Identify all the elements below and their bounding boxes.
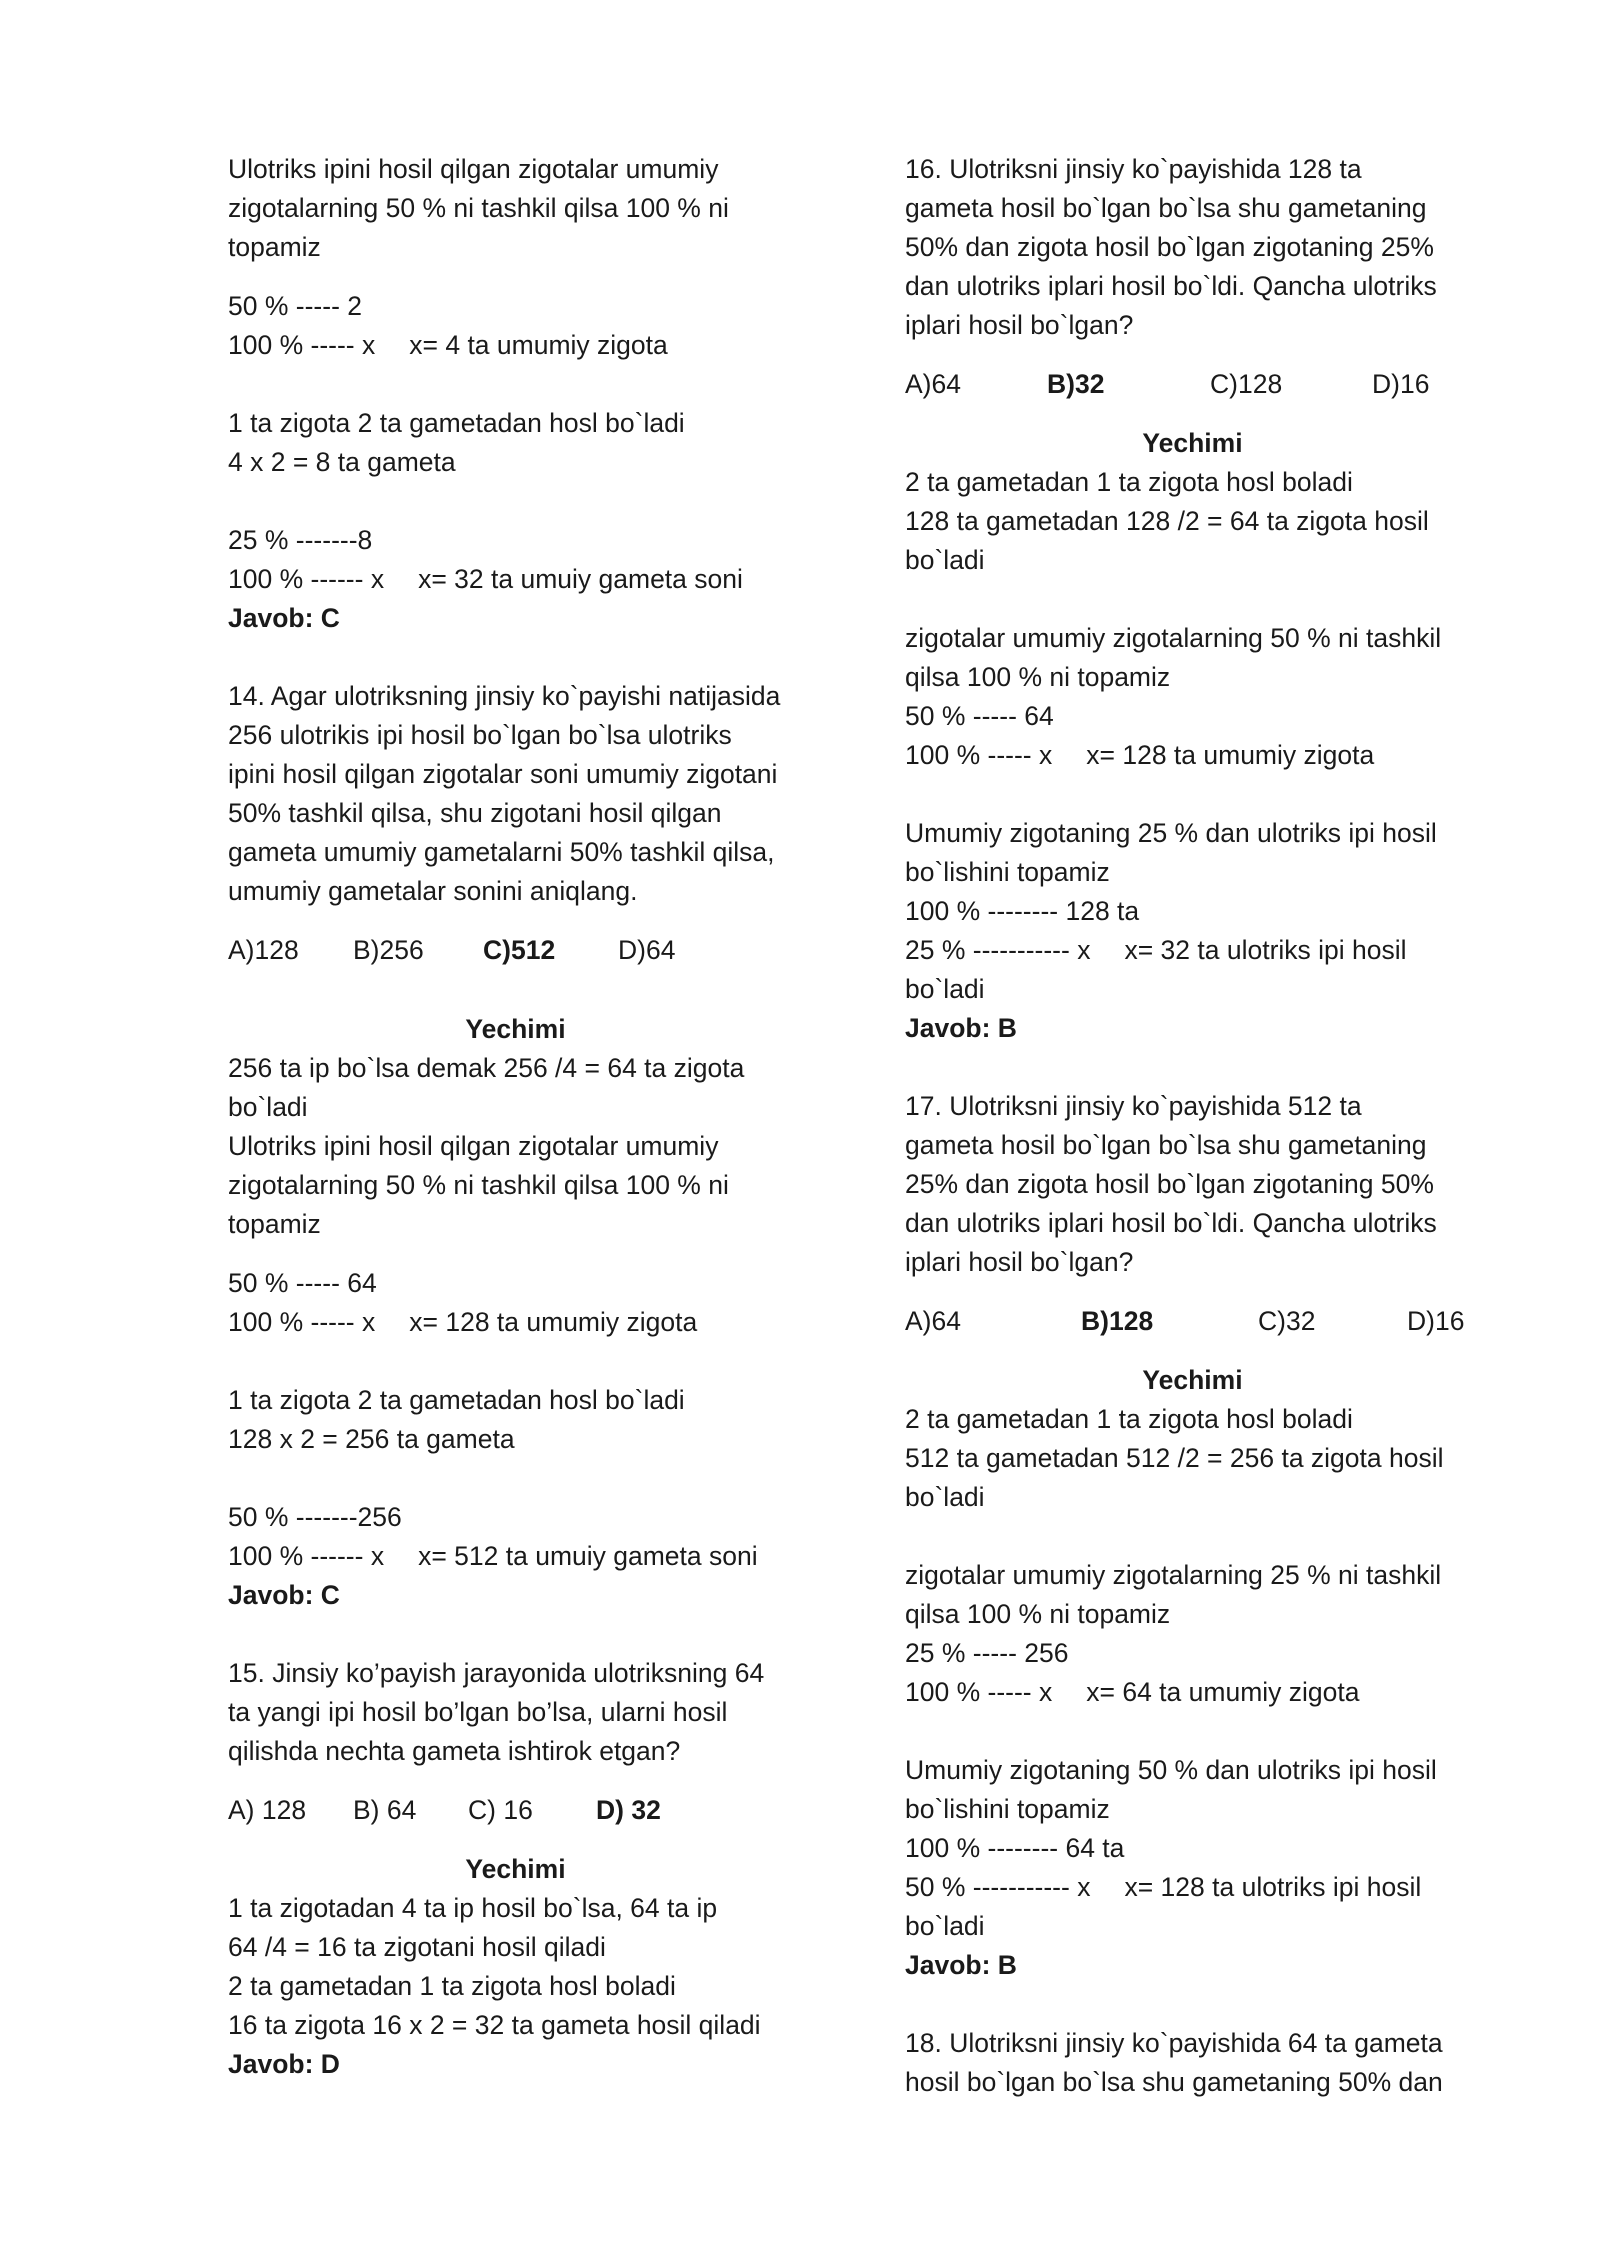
- intro-gamete: 1 ta zigota 2 ta gametadan hosl bo`ladi 4 x 2 = 8 ta gameta: [228, 408, 685, 477]
- option-d-correct: D) 32: [596, 1795, 661, 1825]
- question-18-text: 18. Ulotriksni jinsiy ko`payishida 64 ta gameta hosil bo`lgan bo`lsa shu gametaning 50% dan: [905, 2028, 1443, 2097]
- option-a: A) 128: [228, 1795, 307, 1825]
- left-column: [228, 150, 803, 2084]
- solution-title: Yechimi: [465, 1014, 566, 1044]
- right-column: [905, 150, 1480, 2102]
- option-d: D)64: [618, 935, 676, 965]
- option-c: C)128: [1210, 369, 1283, 399]
- question-14-calc-2: 50 % -------256 100 % ------ x x= 512 ta umuiy gameta soni Javob: C: [228, 1502, 758, 1610]
- intro-text: Ulotriks ipini hosil qilgan zigotalar umumiy zigotalarning 50 % ni tashkil qilsa 100 % ni topamiz: [228, 154, 729, 262]
- question-14-solution: 256 ta ip bo`lsa demak 256 /4 = 64 ta zigota bo`ladi Ulotriks ipini hosil qilgan zigotalar umumiy zigotalarning 50 % ni tashkil qilsa 100 % ni topamiz: [228, 1053, 745, 1239]
- question-14-gamete: 1 ta zigota 2 ta gametadan hosl bo`ladi 128 x 2 = 256 ta gameta: [228, 1385, 685, 1454]
- answer: Javob: D: [228, 2049, 340, 2079]
- answer: Javob: B: [905, 1013, 1017, 1043]
- question-14-calc-1: 50 % ----- 64 100 % ----- x x= 128 ta umumiy zigota: [228, 1268, 698, 1337]
- question-17-solution-1: 2 ta gametadan 1 ta zigota hosl boladi 512 ta gametadan 512 /2 = 256 ta zigota hosil bo`ladi: [905, 1404, 1444, 1512]
- question-17-text: 17. Ulotriksni jinsiy ko`payishida 512 ta gameta hosil bo`lgan bo`lsa shu gametaning 25% dan zigota hosil bo`lgan zigotaning 50% dan ulotriks iplari hosil bo`ldi. Qancha ulotriks iplari hosil bo`lgan?: [905, 1091, 1437, 1277]
- question-16-solution-3: Umumiy zigotaning 25 % dan ulotriks ipi hosil bo`lishini topamiz 100 % -------- 128 ta 25 % ----------- x x= 32 ta ulotriks ipi hosil bo`ladi Javob: B: [905, 818, 1437, 1043]
- question-16-solution-1: 2 ta gametadan 1 ta zigota hosl boladi 128 ta gametadan 128 /2 = 64 ta zigota hosil bo`ladi: [905, 467, 1429, 575]
- option-c-correct: C)512: [483, 935, 556, 965]
- option-b: B)256: [353, 935, 424, 965]
- solution-title: Yechimi: [1142, 428, 1243, 458]
- intro-calc: 50 % ----- 2 100 % ----- x x= 4 ta umumiy zigota: [228, 291, 668, 360]
- question-15-options: [228, 1791, 803, 1830]
- question-15-text: 15. Jinsiy ko’payish jarayonida ulotriksning 64 ta yangi ipi hosil bo’lgan bo’lsa, ularni hosil qilishda nechta gameta ishtirok etgan?: [228, 1658, 765, 1766]
- intro-total: 25 % -------8 100 % ------ x x= 32 ta umuiy gameta soni Javob: C: [228, 525, 743, 633]
- question-14-text: 14. Agar ulotriksning jinsiy ko`payishi natijasida 256 ulotrikis ipi hosil bo`lgan bo`lsa ulotriks ipini hosil qilgan zigotalar soni umumiy zigotani 50% tashkil qilsa, shu zigotani hosil qilgan gameta umumiy gametalarni 50% tashkil qilsa, umumiy gametalar sonini aniqlang.: [228, 681, 781, 906]
- option-d: D)16: [1372, 369, 1430, 399]
- option-b-correct: B)32: [1047, 369, 1105, 399]
- option-c: C)32: [1258, 1306, 1316, 1336]
- option-a: A)64: [905, 369, 961, 399]
- solution-title: Yechimi: [1142, 1365, 1243, 1395]
- option-d: D)16: [1407, 1306, 1465, 1336]
- answer: Javob: B: [905, 1950, 1017, 1980]
- option-a: A)64: [905, 1306, 961, 1336]
- solution-title: Yechimi: [465, 1854, 566, 1884]
- question-17-solution-3: Umumiy zigotaning 50 % dan ulotriks ipi hosil bo`lishini topamiz 100 % -------- 64 ta 50 % ----------- x x= 128 ta ulotriks ipi hosil bo`ladi Javob: B: [905, 1755, 1437, 1980]
- question-16-text: 16. Ulotriksni jinsiy ko`payishida 128 ta gameta hosil bo`lgan bo`lsa shu gametaning 50% dan zigota hosil bo`lgan zigotaning 25% dan ulotriks iplari hosil bo`ldi. Qancha ulotriks iplari hosil bo`lgan?: [905, 154, 1437, 340]
- answer: Javob: C: [228, 1580, 340, 1610]
- question-17-solution-2: zigotalar umumiy zigotalarning 25 % ni tashkil qilsa 100 % ni topamiz 25 % ----- 256 100 % ----- x x= 64 ta umumiy zigota: [905, 1560, 1442, 1707]
- question-17-options: [905, 1302, 1480, 1341]
- option-b: B) 64: [353, 1795, 417, 1825]
- question-16-options: [905, 365, 1480, 404]
- option-b-correct: B)128: [1081, 1306, 1154, 1336]
- question-15-solution: 1 ta zigotadan 4 ta ip hosil bo`lsa, 64 ta ip 64 /4 = 16 ta zigotani hosil qiladi 2 ta gametadan 1 ta zigota hosl boladi 16 ta zigota 16 x 2 = 32 ta gameta hosil qiladi Javob: D: [228, 1893, 761, 2079]
- option-a: A)128: [228, 935, 299, 965]
- option-c: C) 16: [468, 1795, 533, 1825]
- question-16-solution-2: zigotalar umumiy zigotalarning 50 % ni tashkil qilsa 100 % ni topamiz 50 % ----- 64 100 % ----- x x= 128 ta umumiy zigota: [905, 623, 1442, 770]
- question-14-options: [228, 931, 803, 970]
- answer: Javob: C: [228, 603, 340, 633]
